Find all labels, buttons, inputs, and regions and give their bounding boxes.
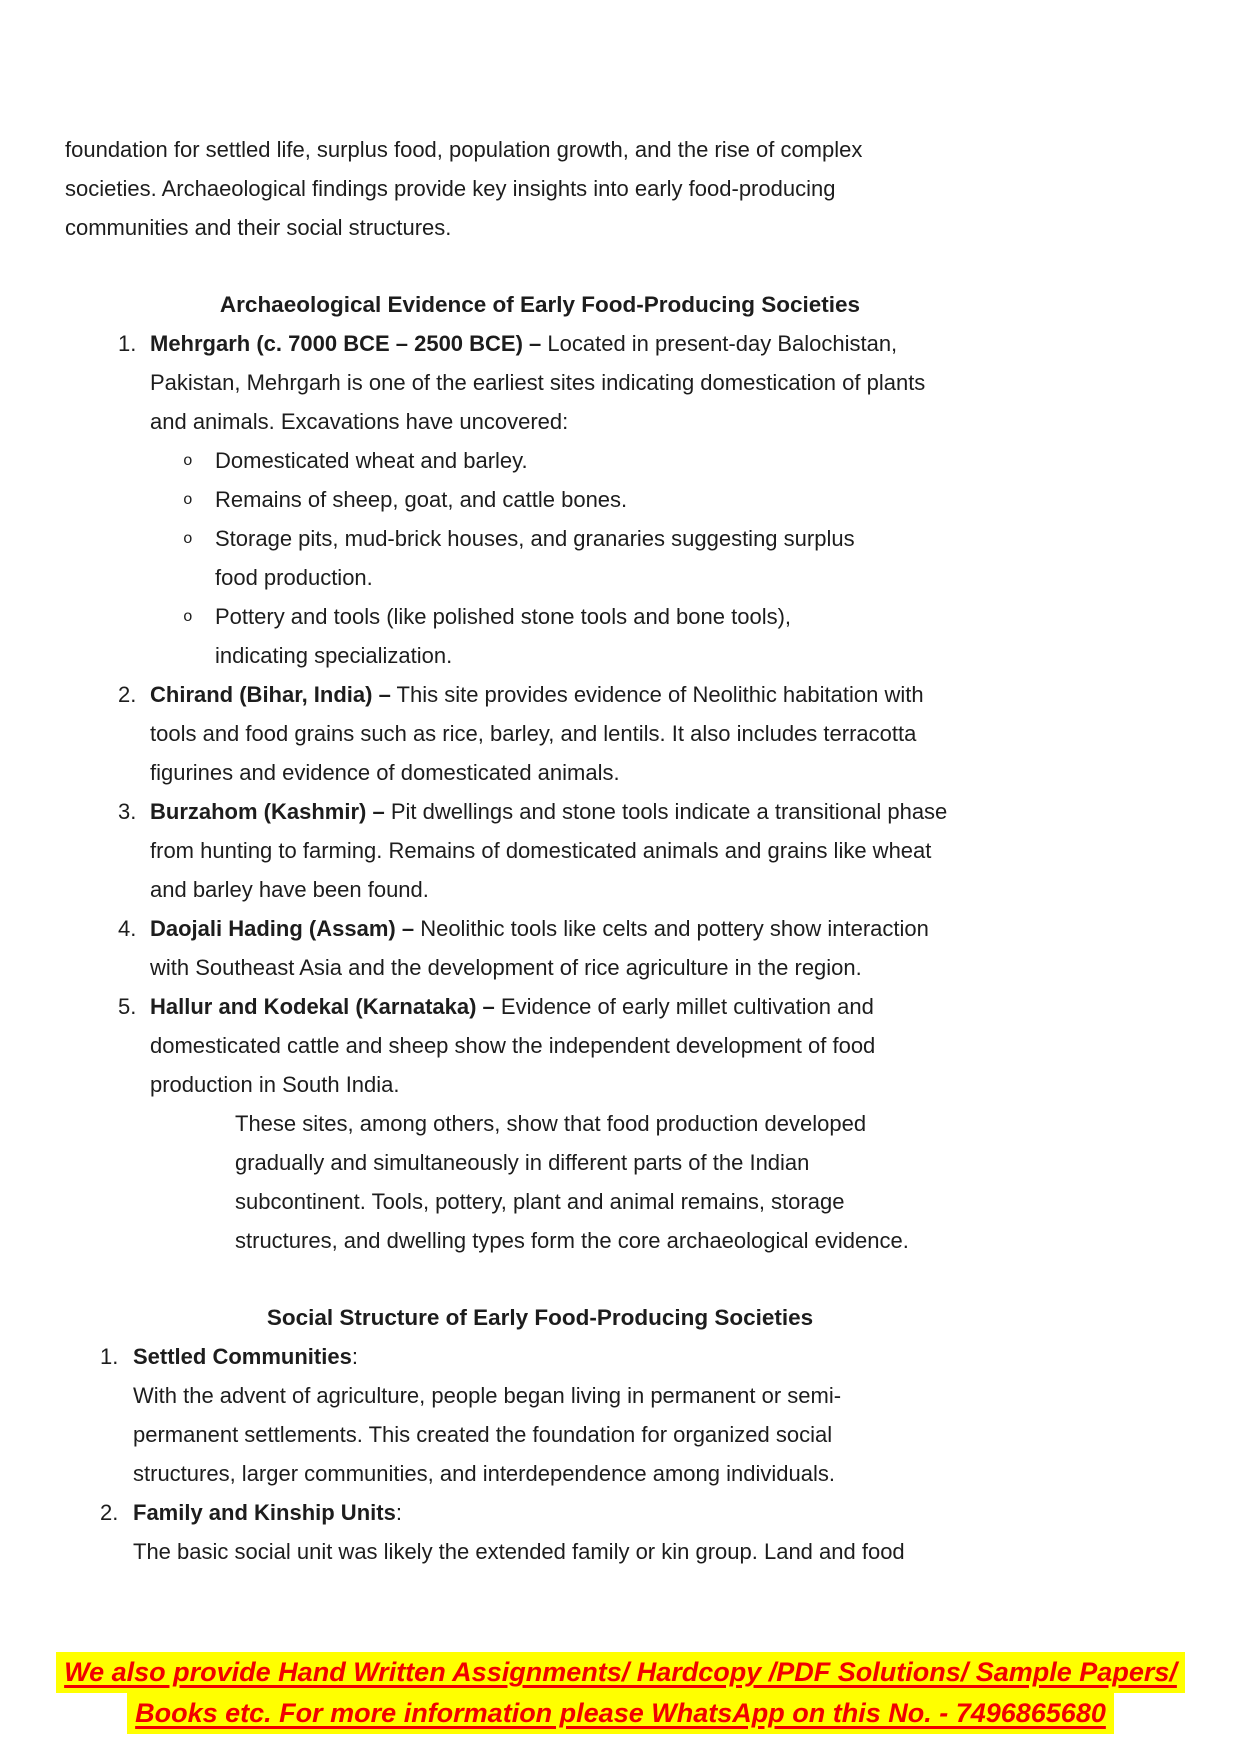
list-number: 2. xyxy=(118,682,137,707)
sub-list-item xyxy=(65,597,1015,675)
text-line: indicating specialization. xyxy=(215,643,453,668)
list-number: 5. xyxy=(118,994,137,1019)
section1-closing-paragraph xyxy=(235,1104,1015,1260)
item-text: This site provides evidence of Neolithic habitation with xyxy=(390,682,924,707)
intro-paragraph xyxy=(65,130,1015,247)
list-item-family-kinship xyxy=(65,1493,1015,1571)
text-line: Pottery and tools (like polished stone tools and bone tools), xyxy=(215,604,792,629)
section2-heading: Social Structure of Early Food-Producing Societies xyxy=(266,1305,814,1330)
list-number: 4. xyxy=(118,916,137,941)
document-body xyxy=(65,130,1015,1571)
list-number: 1. xyxy=(118,331,137,356)
list-number: 3. xyxy=(118,799,137,824)
sub-list-item xyxy=(65,480,1015,519)
text-line: Domesticated wheat and barley. xyxy=(215,448,528,473)
list-item-daojali xyxy=(65,909,1015,987)
list-item-burzahom xyxy=(65,792,1015,909)
text-line: and animals. Excavations have uncovered: xyxy=(150,409,569,434)
list-number: 2. xyxy=(100,1500,119,1525)
highlighted-text: We also provide Hand Written Assignments/ Hardcopy /PDF Solutions/ Sample Papers/ xyxy=(56,1652,1185,1693)
text-line: structures, and dwelling types form the core archaeological evidence. xyxy=(235,1228,909,1253)
item-lead: Daojali Hading (Assam) – xyxy=(150,916,415,941)
footer-banner xyxy=(0,1652,1241,1734)
text-line: Remains of sheep, goat, and cattle bones. xyxy=(215,487,628,512)
item-text: Pit dwellings and stone tools indicate a transitional phase xyxy=(384,799,948,824)
text-line: subcontinent. Tools, pottery, plant and animal remains, storage xyxy=(235,1189,845,1214)
item-lead: Settled Communities xyxy=(133,1344,352,1369)
section1-heading: Archaeological Evidence of Early Food-Producing Societies xyxy=(219,292,861,317)
list-item-settled-communities xyxy=(65,1337,1015,1493)
text-line: gradually and simultaneously in different parts of the Indian xyxy=(235,1150,810,1175)
footer-line-2 xyxy=(0,1693,1241,1734)
text-line: food production. xyxy=(215,565,373,590)
text-line: communities and their social structures. xyxy=(65,215,452,240)
item-lead: Family and Kinship Units xyxy=(133,1500,396,1525)
list-item-mehrgarh xyxy=(65,324,1015,441)
text-line xyxy=(150,792,1015,831)
sub-list-item xyxy=(65,519,1015,597)
list-number: 1. xyxy=(100,1344,119,1369)
text-line: structures, larger communities, and interdependence among individuals. xyxy=(133,1461,835,1486)
item-lead: Mehrgarh (c. 7000 BCE – 2500 BCE) – xyxy=(150,331,542,356)
section1-list xyxy=(65,324,1015,1104)
text-line: With the advent of agriculture, people began living in permanent or semi- xyxy=(133,1383,842,1408)
text-line xyxy=(150,987,1015,1026)
footer-line-1 xyxy=(0,1652,1241,1693)
text-line: and barley have been found. xyxy=(150,877,429,902)
item-lead-suffix: : xyxy=(395,1500,402,1525)
text-line xyxy=(133,1337,1015,1376)
bullet-marker: o xyxy=(183,452,193,470)
item-lead-suffix: : xyxy=(351,1344,358,1369)
text-line xyxy=(150,909,1015,948)
text-line: Pakistan, Mehrgarh is one of the earliest sites indicating domestication of plants xyxy=(150,370,926,395)
highlighted-text: Books etc. For more information please WhatsApp on this No. - 7496865680 xyxy=(127,1693,1114,1734)
item-lead: Hallur and Kodekal (Karnataka) – xyxy=(150,994,495,1019)
text-line xyxy=(150,324,1015,363)
text-line: foundation for settled life, surplus food, population growth, and the rise of complex xyxy=(65,137,863,162)
bullet-marker: o xyxy=(183,491,193,509)
text-line xyxy=(133,1493,1015,1532)
item-lead: Burzahom (Kashmir) – xyxy=(150,799,385,824)
text-line xyxy=(150,675,1015,714)
text-line: figurines and evidence of domesticated animals. xyxy=(150,760,620,785)
item-lead: Chirand (Bihar, India) – xyxy=(150,682,391,707)
item-text: Located in present-day Balochistan, xyxy=(541,331,898,356)
text-line: These sites, among others, show that food production developed xyxy=(235,1111,867,1136)
sub-list-item xyxy=(65,441,1015,480)
text-line: Storage pits, mud-brick houses, and granaries suggesting surplus xyxy=(215,526,855,551)
list-item-chirand xyxy=(65,675,1015,792)
bullet-marker: o xyxy=(183,530,193,548)
item-text: Neolithic tools like celts and pottery show interaction xyxy=(414,916,929,941)
text-line: societies. Archaeological findings provide key insights into early food-producing xyxy=(65,176,836,201)
text-line: with Southeast Asia and the development of rice agriculture in the region. xyxy=(150,955,862,980)
text-line: production in South India. xyxy=(150,1072,400,1097)
text-line: domesticated cattle and sheep show the independent development of food xyxy=(150,1033,876,1058)
item-text: Evidence of early millet cultivation and xyxy=(494,994,874,1019)
text-line: permanent settlements. This created the foundation for organized social xyxy=(133,1422,833,1447)
mehrgarh-sub-list xyxy=(65,441,1015,675)
section2-list xyxy=(65,1337,1015,1571)
list-item-hallur xyxy=(65,987,1015,1104)
text-line: from hunting to farming. Remains of domesticated animals and grains like wheat xyxy=(150,838,932,863)
text-line: The basic social unit was likely the extended family or kin group. Land and food xyxy=(133,1539,905,1564)
bullet-marker: o xyxy=(183,608,193,626)
text-line: tools and food grains such as rice, barley, and lentils. It also includes terracotta xyxy=(150,721,917,746)
